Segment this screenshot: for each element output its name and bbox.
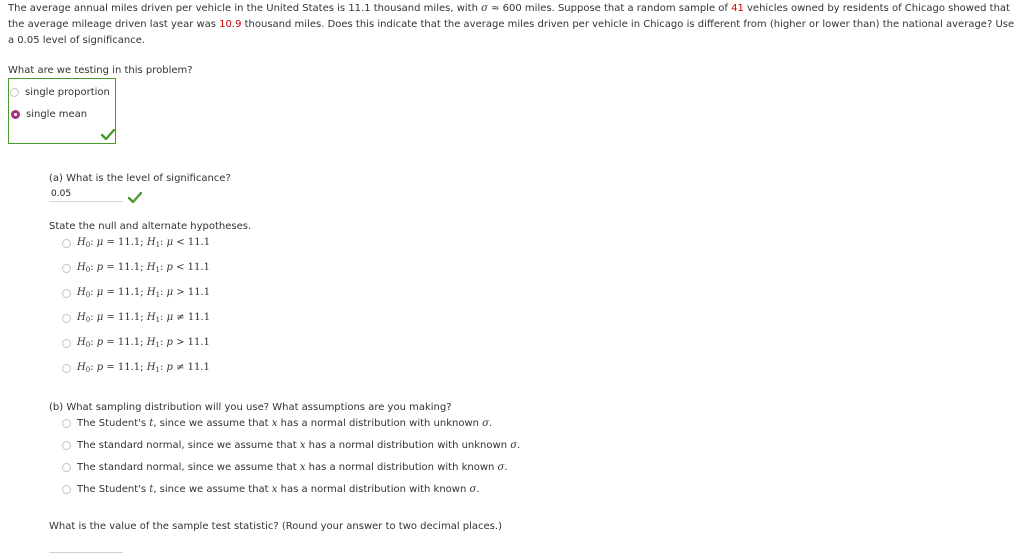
option-single-proportion[interactable]: single proportion bbox=[10, 87, 110, 98]
sample-size: 41 bbox=[731, 3, 744, 14]
distribution-option-2[interactable]: The standard normal, since we assume that x has a normal distribution with unknown σ. bbox=[62, 440, 520, 451]
problem-statement: The average annual miles driven per vehicle in the United States is 11.1 thousand miles, with σ ≈ 600 miles. Suppose that a random sample of 41 vehicles owned by residents of Chicago showed that the average mileage driven last year was 10.9 thousand miles. Does this indicate that the average miles driven per vehicle in Chicago is different from (higher or lower than) the national average? Use a 0.05 level of significance. bbox=[8, 3, 1015, 46]
check-icon bbox=[128, 192, 142, 203]
significance-input[interactable]: 0.05 bbox=[49, 186, 123, 202]
test-statistic-question: What is the value of the sample test statistic? (Round your answer to two decimal places.) bbox=[49, 521, 502, 532]
radio-unselected[interactable] bbox=[62, 419, 71, 428]
radio-unselected[interactable] bbox=[62, 239, 71, 248]
sample-mean: 10.9 bbox=[219, 19, 242, 30]
radio-unselected[interactable] bbox=[62, 314, 71, 323]
test-statistic-input[interactable] bbox=[49, 542, 123, 553]
radio-selected[interactable] bbox=[11, 110, 20, 119]
radio-unselected[interactable] bbox=[62, 463, 71, 472]
check-icon bbox=[101, 129, 115, 140]
hypothesis-option-1[interactable]: $H_0$: μ = 11.1; $H_1$: μ < 11.1 bbox=[62, 237, 210, 249]
radio-unselected[interactable] bbox=[62, 289, 71, 298]
distribution-option-4[interactable]: The Student's t, since we assume that x has a normal distribution with known σ. bbox=[62, 484, 480, 495]
radio-unselected[interactable] bbox=[62, 441, 71, 450]
testing-answer-box bbox=[8, 78, 116, 144]
hypothesis-option-4[interactable]: $H_0$: μ = 11.1; $H_1$: μ ≠ 11.1 bbox=[62, 312, 210, 324]
radio-unselected[interactable] bbox=[62, 339, 71, 348]
hypothesis-option-3[interactable]: $H_0$: μ = 11.1; $H_1$: μ > 11.1 bbox=[62, 287, 210, 299]
testing-question: What are we testing in this problem? bbox=[8, 65, 193, 76]
radio-unselected[interactable] bbox=[10, 88, 19, 97]
radio-unselected[interactable] bbox=[62, 485, 71, 494]
option-single-mean[interactable]: single mean bbox=[11, 109, 87, 120]
part-a-question: (a) What is the level of significance? bbox=[49, 173, 231, 184]
hypothesis-option-6[interactable]: $H_0$: p = 11.1; $H_1$: p ≠ 11.1 bbox=[62, 362, 210, 374]
radio-unselected[interactable] bbox=[62, 264, 71, 273]
sigma-symbol: σ bbox=[481, 3, 488, 14]
hypotheses-question: State the null and alternate hypotheses. bbox=[49, 221, 252, 232]
distribution-option-3[interactable]: The standard normal, since we assume that x has a normal distribution with known σ. bbox=[62, 462, 508, 473]
hypothesis-option-5[interactable]: $H_0$: p = 11.1; $H_1$: p > 11.1 bbox=[62, 337, 210, 349]
radio-unselected[interactable] bbox=[62, 364, 71, 373]
distribution-option-1[interactable]: The Student's t, since we assume that x has a normal distribution with unknown σ. bbox=[62, 418, 492, 429]
part-b-question: (b) What sampling distribution will you use? What assumptions are you making? bbox=[49, 402, 452, 413]
hypothesis-option-2[interactable]: $H_0$: p = 11.1; $H_1$: p < 11.1 bbox=[62, 262, 210, 274]
